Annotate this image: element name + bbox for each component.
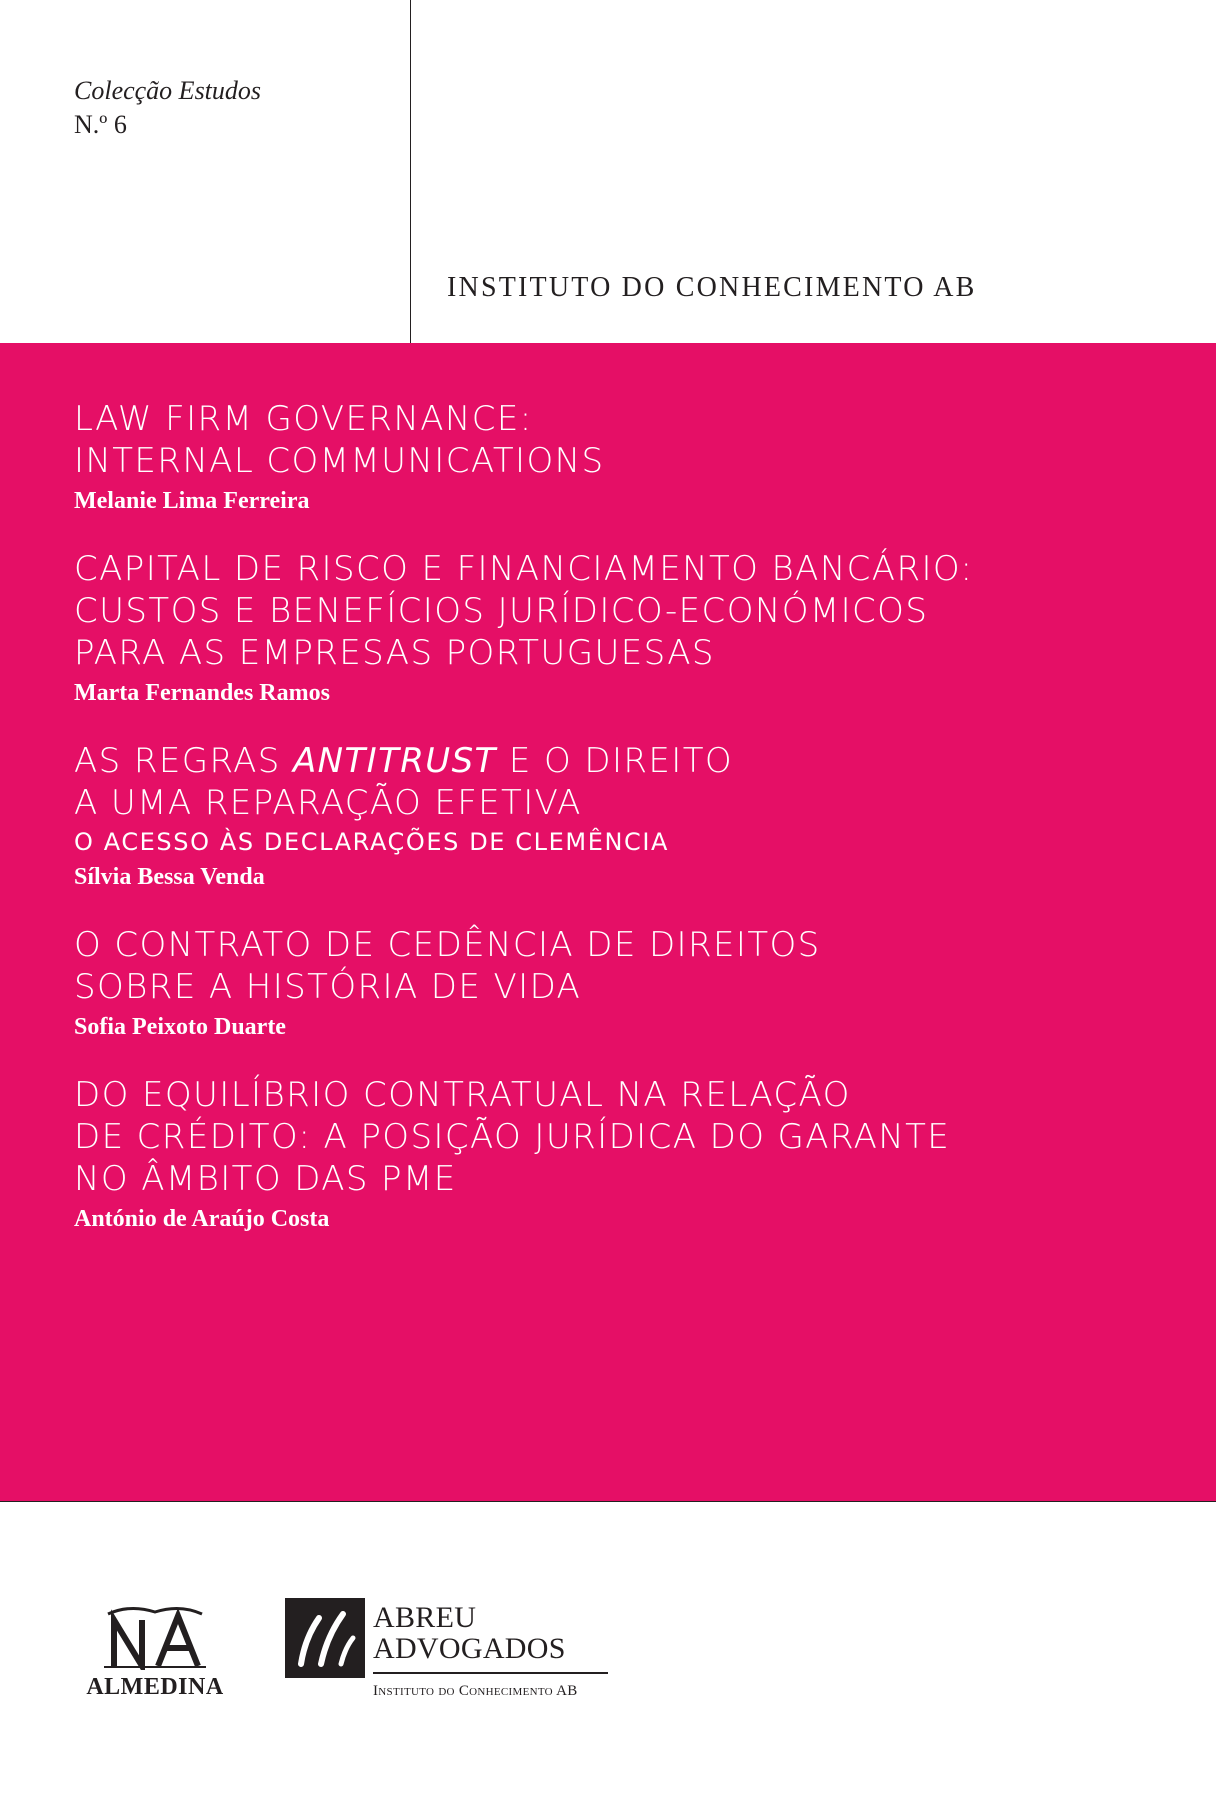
- article-title-line: O CONTRATO DE CEDÊNCIA DE DIREITOS: [74, 925, 821, 965]
- article-list: [74, 398, 1174, 1266]
- collection-name: Colecção Estudos: [74, 76, 262, 105]
- article-title-line: PARA AS EMPRESAS PORTUGUESAS: [74, 633, 715, 673]
- article-title-line: [74, 740, 1174, 782]
- institute-heading: INSTITUTO DO CONHECIMENTO AB: [447, 272, 977, 303]
- article-author: Marta Fernandes Ramos: [74, 680, 330, 706]
- abreu-advogados-logo: [285, 1598, 615, 1708]
- abreu-institute: Instituto do Conhecimento AB: [373, 1683, 578, 1699]
- article-author: Sílvia Bessa Venda: [74, 864, 265, 890]
- article-title-line: CAPITAL DE RISCO E FINANCIAMENTO BANCÁRIO:: [74, 549, 974, 589]
- title-text: E O DIREITO: [496, 741, 734, 781]
- article-subtitle: O ACESSO ÀS DECLARAÇÕES DE CLEMÊNCIA: [74, 828, 670, 856]
- article-title-line: DE CRÉDITO: A POSIÇÃO JURÍDICA DO GARANTE: [74, 1117, 951, 1157]
- abreu-name-line2: ADVOGADOS: [373, 1632, 566, 1665]
- article-title-line: NO ÂMBITO DAS PME: [74, 1159, 457, 1199]
- article-author: António de Araújo Costa: [74, 1206, 330, 1232]
- collection-number: N.º 6: [74, 110, 127, 139]
- abreu-name-line1: ABREU: [373, 1601, 477, 1634]
- article-2: [74, 548, 1174, 710]
- article-title-line: A UMA REPARAÇÃO EFETIVA: [74, 783, 582, 823]
- abreu-divider: [373, 1672, 608, 1674]
- article-title-line: INTERNAL COMMUNICATIONS: [74, 441, 605, 481]
- article-author: Melanie Lima Ferreira: [74, 488, 310, 514]
- top-divider-line: [410, 0, 411, 343]
- almedina-logo: [70, 1600, 240, 1701]
- article-author: Sofia Peixoto Duarte: [74, 1014, 286, 1040]
- article-3: [74, 740, 1174, 894]
- article-title-line: DO EQUILÍBRIO CONTRATUAL NA RELAÇÃO: [74, 1075, 851, 1115]
- abreu-mark-icon: [285, 1598, 365, 1678]
- title-italic-term: ANTITRUST: [293, 741, 497, 781]
- almedina-mark-icon: [100, 1600, 210, 1670]
- article-title-line: LAW FIRM GOVERNANCE:: [74, 399, 533, 439]
- title-text: AS REGRAS: [74, 741, 293, 781]
- article-5: [74, 1074, 1174, 1236]
- article-title-line: CUSTOS E BENEFÍCIOS JURÍDICO-ECONÓMICOS: [74, 591, 929, 631]
- abreu-name: [373, 1602, 566, 1664]
- contents-band: [0, 343, 1216, 1502]
- article-title-line: SOBRE A HISTÓRIA DE VIDA: [74, 967, 582, 1007]
- article-4: [74, 924, 1174, 1044]
- article-1: [74, 398, 1174, 518]
- almedina-name: ALMEDINA: [86, 1674, 224, 1700]
- series-info: [74, 74, 261, 142]
